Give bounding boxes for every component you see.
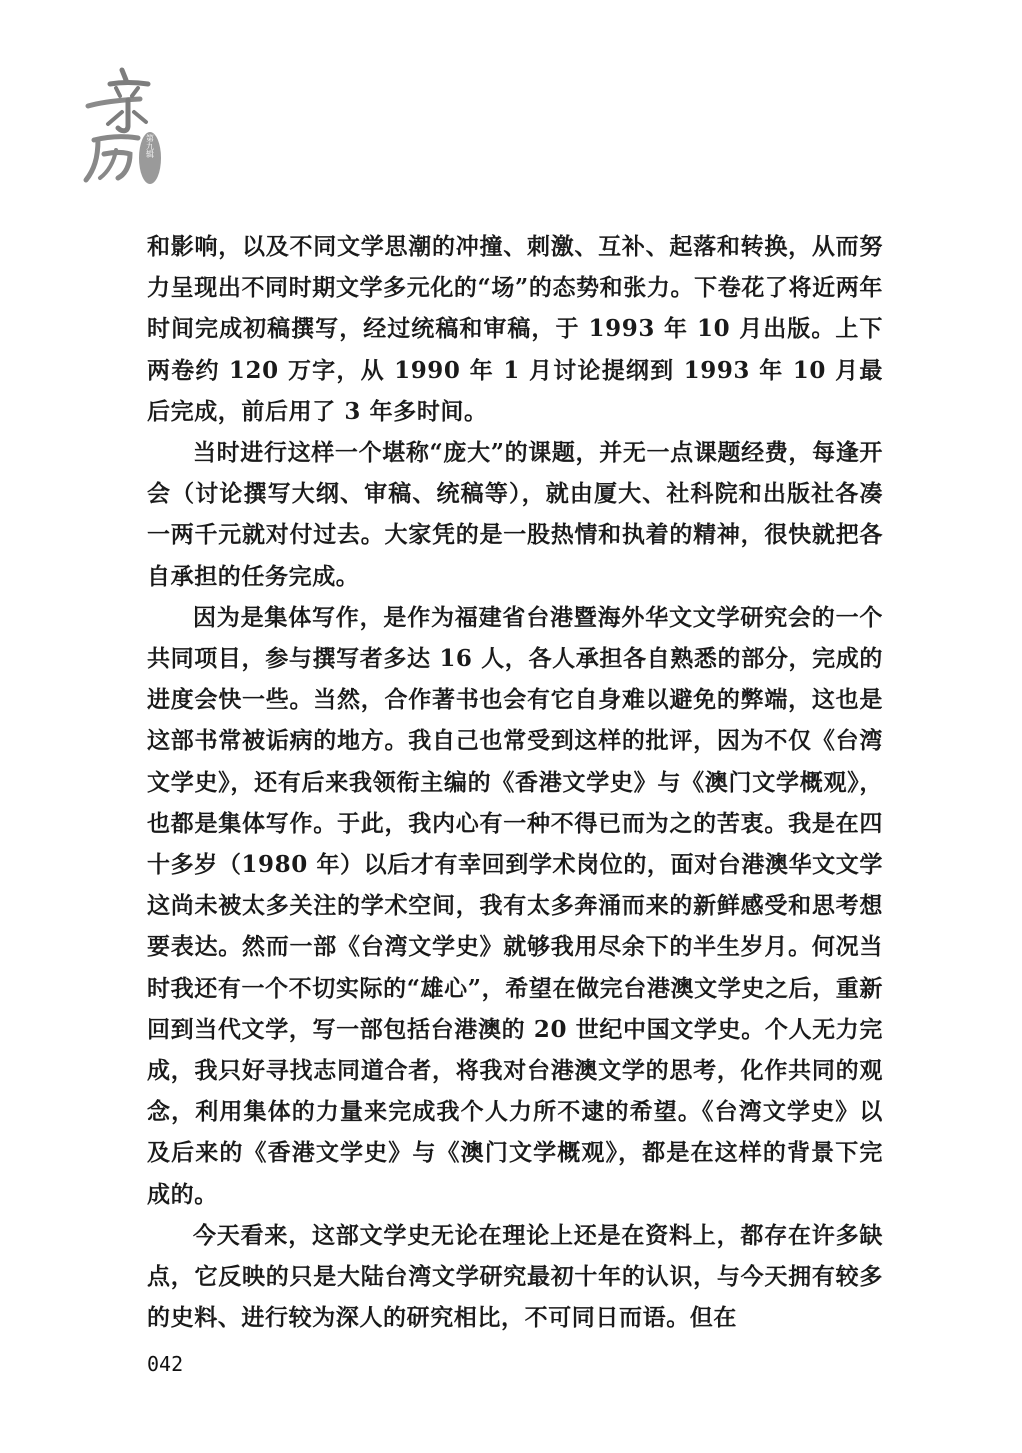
calligraphy-logo-icon — [82, 66, 164, 188]
paragraph: 今天看来，这部文学史无论在理论上还是在资料上，都存在许多缺点，它反映的只是大陆台湾文学研究最初十年的认识，与今天拥有较多的史料、进行较为深人的研究相比，不可同日而语。但在 — [147, 1221, 883, 1332]
paragraph: 因为是集体写作，是作为福建省台港暨海外华文文学研究会的一个共同项目，参与撰写者多达 16 人，各人承担各自熟悉的部分，完成的进度会快一些。当然，合作著书也会有它自身难以避免的弊端，这也是这部书常被诟病的地方。我自己也常受到这样的批评，因为不仅《台湾文学史》，还有后来我领衔主编的《香港文学史》与《澳门文学概观》，也都是集体写作。于此，我内心有一种不得已而为之的苦衷。我是在四十多岁（1980 年）以后才有幸回到学术岗位的，面对台港澳华文文学这尚未被太多关注的学术空间，我有太多奔涌而来的新鲜感受和思考想要表达。然而一部《台湾文学史》就够我用尽余下的半生岁月。何况当时我还有一个不切实际的“雄心”，希望在做完台港澳文学史之后，重新回到当代文学，写一部包括台港澳的 20 世纪中国文学史。个人无力完成，我只好寻找志同道合者，将我对台港澳文学的思考，化作共同的观念，利用集体的力量来完成我个人力所不逮的希望。《台湾文学史》以及后来的《香港文学史》与《澳门文学概观》，都是在这样的背景下完成的。 — [147, 603, 883, 1208]
logo-badge-text: 第九辑 — [145, 134, 155, 158]
page-number: 042 — [147, 1352, 184, 1376]
paragraph: 和影响，以及不同文学思潮的冲撞、刺激、互补、起落和转换，从而努力呈现出不同时期文学多元化的“场”的态势和张力。下卷花了将近两年时间完成初稿撰写，经过统稿和审稿，于 1993 年 10 月出版。上下两卷约 120 万字，从 1990 年 1 月讨论提纲到 1993 年 10 月最后完成，前后用了 3 年多时间。 — [147, 233, 883, 425]
book-series-logo — [82, 66, 164, 188]
paragraph: 当时进行这样一个堪称“庞大”的课题，并无一点课题经费，每逢开会（讨论撰写大纲、审稿、统稿等），就由厦大、社科院和出版社各凑一两千元就对付过去。大家凭的是一股热情和执着的精神，很快就把各自承担的任务完成。 — [147, 439, 883, 590]
main-text — [147, 226, 883, 1338]
